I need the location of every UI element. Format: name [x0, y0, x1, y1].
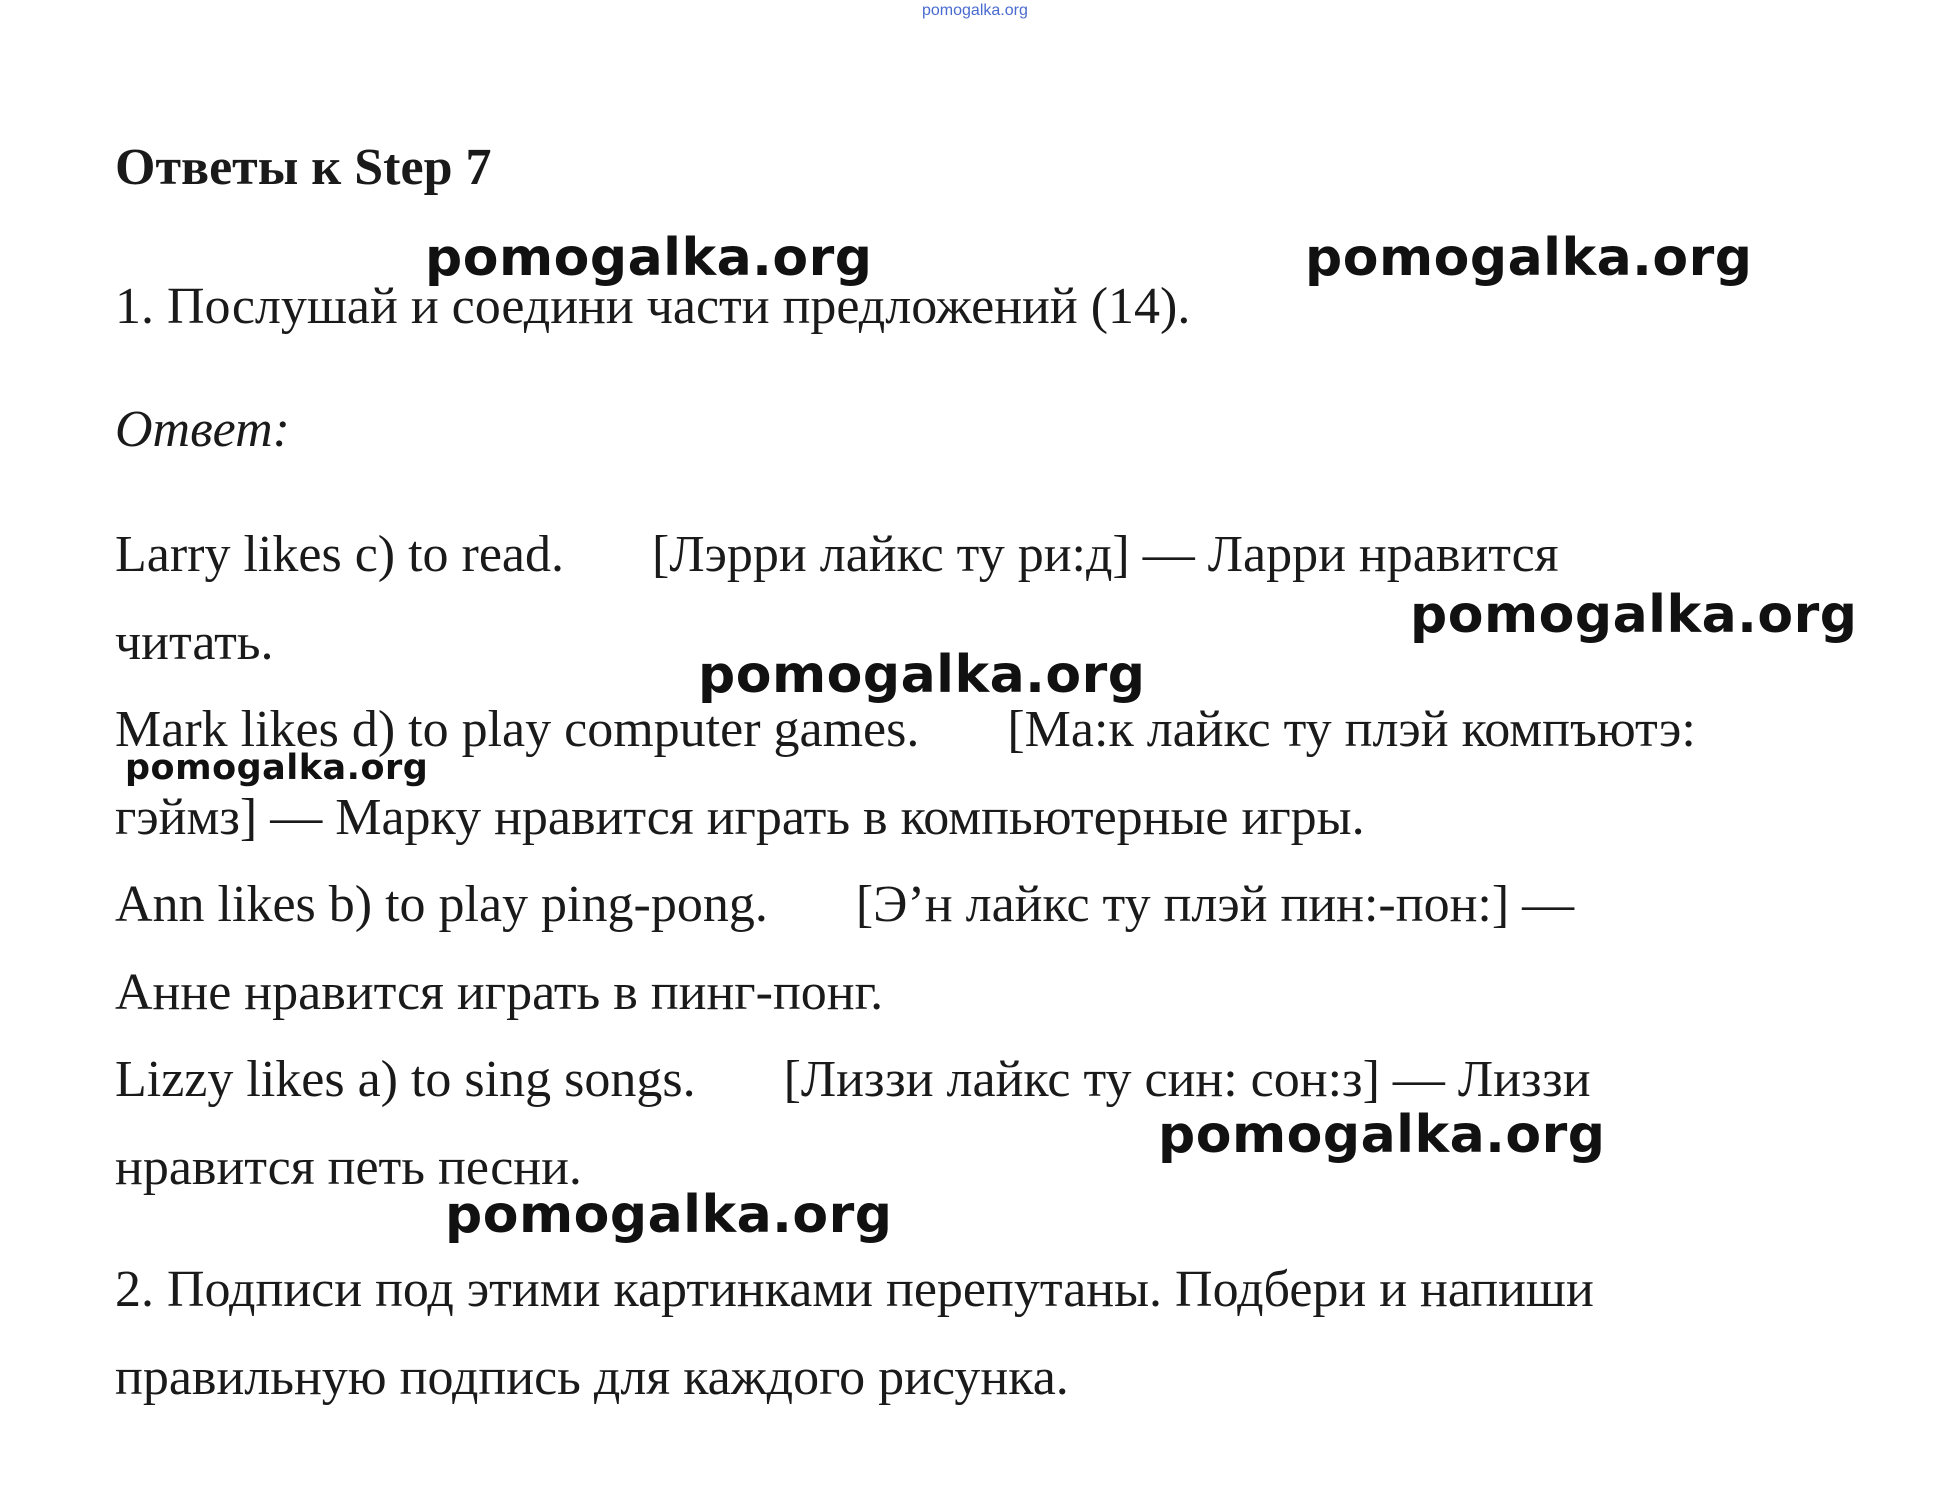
answer-continuation: гэймз] — Марку нравится играть в компьютерные игры. — [115, 789, 1365, 846]
answer-english: Mark likes d) to play computer games. — [115, 701, 920, 758]
top-watermark: pomogalka.org — [922, 2, 1028, 19]
answer-continuation: Анне нравится играть в пинг-понг. — [115, 964, 884, 1021]
answer-english: Lizzy likes a) to sing songs. — [115, 1051, 696, 1108]
watermark: pomogalka.org — [425, 228, 873, 288]
task1-prompt: 1. Послушай и соедини части предложений (14). — [115, 278, 1191, 335]
task2-prompt-line2: правильную подпись для каждого рисунка. — [115, 1349, 1069, 1406]
watermark: pomogalka.org — [698, 645, 1146, 705]
answer-transcription: [Э’н лайкс ту плэй пин:-пон:] — — [855, 876, 1575, 933]
task2-prompt-line1: 2. Подписи под этими картинками перепутаны. Подбери и напиши — [115, 1261, 1594, 1318]
answer-transcription: [Лиззи лайкс ту син: сон:з] — Лиззи — [783, 1051, 1591, 1108]
watermark: pomogalka.org — [125, 748, 429, 788]
watermark: pomogalka.org — [1410, 585, 1858, 645]
answer-continuation: нравится петь песни. — [115, 1139, 582, 1196]
answer-english: Larry likes c) to read. — [115, 526, 565, 583]
answer-line — [115, 1050, 1591, 1110]
answer-line — [115, 525, 1559, 585]
answer-transcription: [Лэрри лайкс ту ри:д] — Ларри нравится — [652, 526, 1559, 583]
answer-label: Ответ: — [115, 401, 290, 458]
answer-continuation: читать. — [115, 614, 274, 671]
watermark: pomogalka.org — [445, 1185, 893, 1245]
page-title: Ответы к Step 7 — [115, 139, 492, 196]
answer-transcription: [Ма:к лайкс ту плэй компъютэ: — [1007, 701, 1696, 758]
answer-english: Ann likes b) to play ping-pong. — [115, 876, 768, 933]
watermark: pomogalka.org — [1305, 228, 1753, 288]
answer-line — [115, 875, 1574, 935]
watermark: pomogalka.org — [1158, 1105, 1606, 1165]
